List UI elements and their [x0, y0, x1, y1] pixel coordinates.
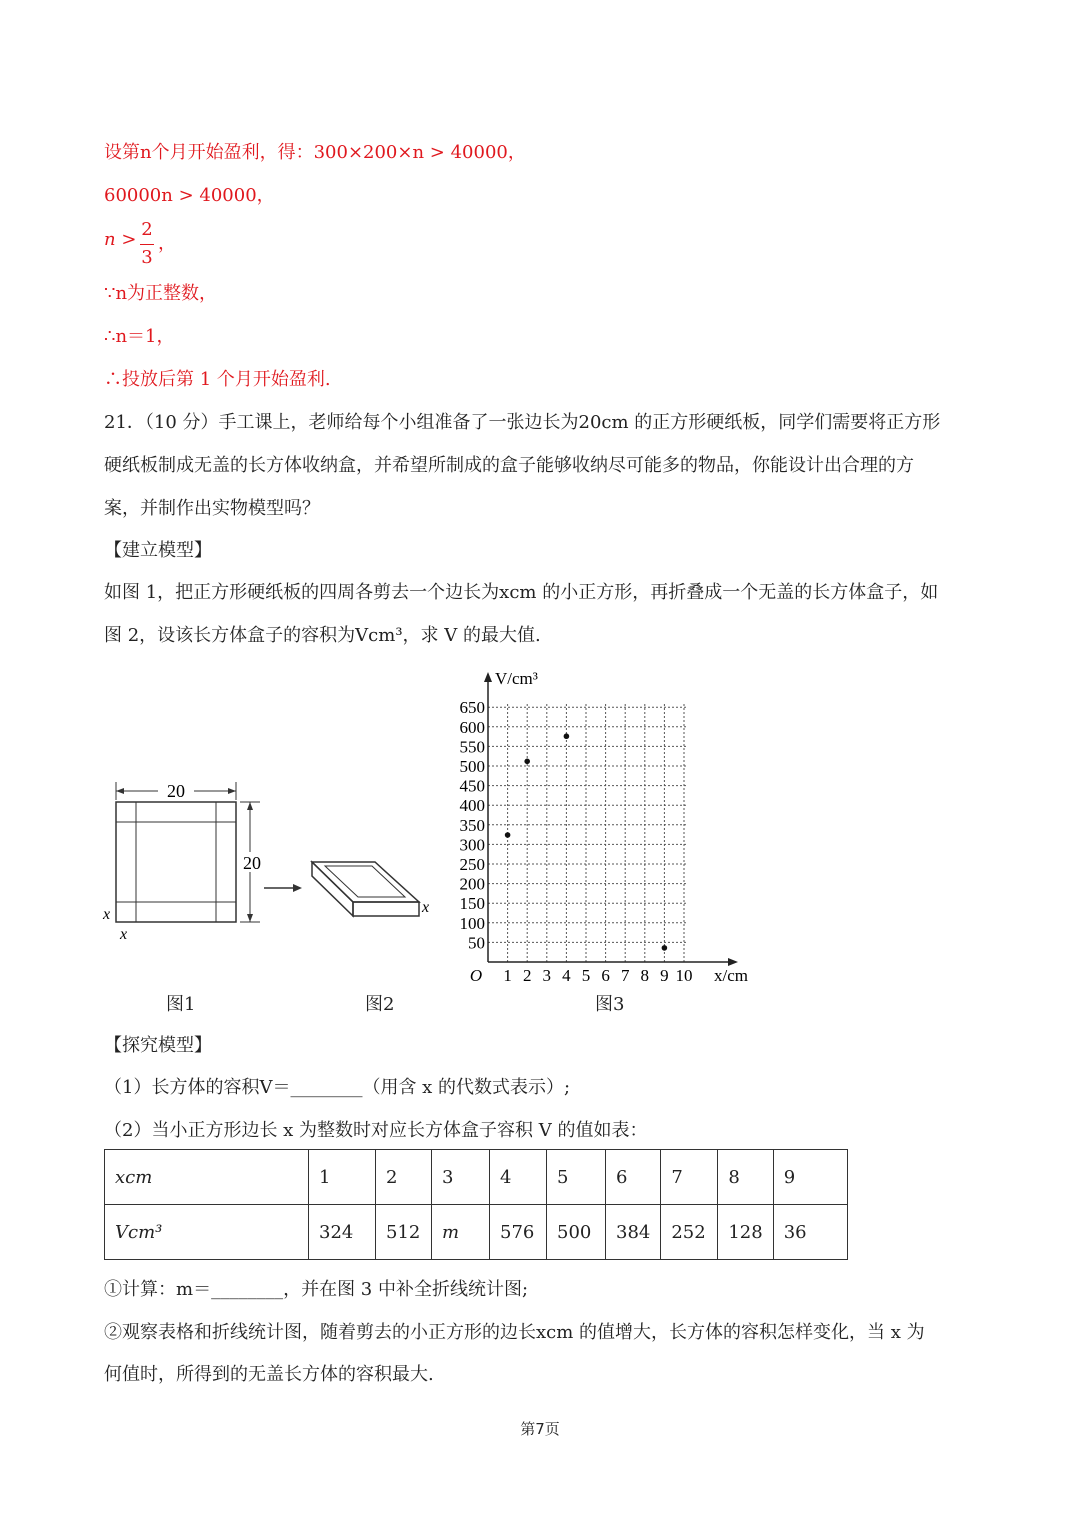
table-header-cell: xcm: [105, 1150, 309, 1205]
table-cell: 9: [773, 1150, 847, 1205]
table-cell: 3: [432, 1150, 490, 1205]
figure-3-chart: [440, 662, 770, 992]
question-text-5: 图 2，设该长方体盒子的容积为Vcm³，求 V 的最大值.: [104, 625, 541, 646]
solution-line-5: ∴n＝1，: [104, 326, 175, 347]
y-axis-label: V/cm³: [495, 669, 538, 688]
x-axis-label: x/cm: [714, 966, 748, 985]
board-outline: [116, 802, 236, 922]
subquestion-2: （2）当小正方形边长 x 为整数时对应长方体盒子容积 V 的值如表：: [104, 1120, 648, 1141]
value-table: [104, 1149, 848, 1260]
data-point: [564, 733, 570, 739]
subquestion-2-2-cont: 何值时，所得到的无盖长方体的容积最大.: [104, 1364, 434, 1385]
x-tick-label: 7: [620, 966, 630, 985]
x-tick-label: 1: [503, 966, 512, 985]
figure-3-caption: 图3: [595, 994, 625, 1015]
x-tick-label: 2: [522, 966, 532, 985]
y-tick-label: 550: [459, 737, 485, 757]
x-tick-label: 6: [601, 966, 610, 985]
table-row: [105, 1150, 848, 1205]
solution-line-4: ∵n为正整数，: [104, 283, 218, 304]
question-text-3: 案，并制作出实物模型吗？: [104, 498, 320, 519]
box-height-x-label: x: [422, 899, 430, 916]
y-tick-label: 500: [459, 757, 485, 776]
figure-1-square-board: [100, 770, 290, 950]
table-cell: 8: [718, 1150, 773, 1205]
table-cell: 384: [606, 1205, 661, 1260]
y-tick-label: 150: [459, 894, 485, 914]
y-tick-label: 200: [459, 874, 485, 894]
table-cell: 4: [490, 1150, 547, 1205]
table-cell: 252: [661, 1205, 718, 1260]
cut-x-label-bottom: x: [120, 926, 128, 943]
board-height-label: 20: [243, 853, 261, 873]
x-tick-label: 9: [660, 966, 669, 985]
table-cell: m: [432, 1205, 490, 1260]
cut-x-label-left: x: [103, 906, 111, 923]
table-row: [105, 1205, 848, 1260]
y-tick-label: 350: [459, 815, 485, 835]
table-cell: 36: [773, 1205, 847, 1260]
arrow-icon: [262, 878, 306, 898]
table-cell: 1: [309, 1150, 376, 1205]
solution-line-3-tail: ，: [158, 233, 176, 254]
subquestion-2-1: ①计算：m＝________，并在图 3 中补全折线统计图;: [104, 1279, 529, 1300]
solution-line-2: 60000n > 40000，: [104, 185, 275, 206]
fraction-denominator: 3: [141, 247, 153, 268]
fraction-bar: [140, 244, 154, 245]
table-cell: 7: [661, 1150, 718, 1205]
table-cell: 324: [309, 1205, 376, 1260]
table-cell: 128: [718, 1205, 773, 1260]
table-cell: 5: [547, 1150, 606, 1205]
subquestion-2-2: ②观察表格和折线统计图，随着剪去的小正方形的边长xcm 的值增大，长方体的容积怎样变化，当 x 为: [104, 1322, 925, 1343]
question-text-4: 如图 1，把正方形硬纸板的四周各剪去一个边长为xcm 的小正方形，再折叠成一个无盖的长方体盒子，如: [104, 582, 939, 603]
x-tick-label: 10: [675, 966, 693, 985]
question-text-1: 21．（10 分）手工课上，老师给每个小组准备了一张边长为20cm 的正方形硬纸板，同学们需要将正方形: [104, 412, 941, 433]
table-cell: 6: [606, 1150, 661, 1205]
section-heading-explore-model: 【探究模型】: [104, 1035, 212, 1056]
solution-line-3-lhs: n >: [104, 229, 137, 250]
y-tick-label: 450: [459, 776, 485, 796]
page-number: 第7页: [520, 1420, 560, 1438]
y-tick-label: 100: [459, 913, 485, 933]
figure-1-caption: 图1: [166, 994, 196, 1015]
origin-label: O: [469, 966, 483, 985]
board-width-label: 20: [167, 781, 185, 801]
table-cell: 500: [547, 1205, 606, 1260]
y-tick-label: 650: [459, 698, 485, 718]
y-tick-label: 300: [459, 835, 485, 855]
fraction-numerator: 2: [141, 219, 153, 240]
y-tick-label: 50: [468, 933, 485, 953]
y-tick-label: 600: [459, 717, 485, 737]
table-cell: 512: [376, 1205, 432, 1260]
x-tick-label: 3: [542, 966, 552, 985]
section-heading-build-model: 【建立模型】: [104, 540, 212, 561]
solution-line-1: 设第n个月开始盈利，得：300×200×n > 40000，: [104, 142, 526, 163]
table-cell: 576: [490, 1205, 547, 1260]
x-tick-label: 5: [581, 966, 591, 985]
table-cell: 2: [376, 1150, 432, 1205]
question-text-2: 硬纸板制成无盖的长方体收纳盒，并希望所制成的盒子能够收纳尽可能多的物品，你能设计出合理的方: [104, 455, 914, 476]
x-axis-arrow-icon: [728, 958, 738, 966]
x-tick-label: 4: [562, 966, 571, 985]
subquestion-1: （1）长方体的容积V＝________（用含 x 的代数式表示）;: [104, 1077, 571, 1098]
y-tick-label: 400: [459, 796, 485, 816]
y-tick-label: 250: [459, 855, 485, 874]
figure-2-open-box: [305, 852, 440, 922]
data-point: [505, 832, 511, 838]
figure-2-caption: 图2: [365, 994, 395, 1015]
solution-line-6: ∴投放后第 1 个月开始盈利.: [104, 369, 331, 390]
table-header-cell: Vcm³: [105, 1205, 309, 1260]
x-tick-label: 8: [640, 966, 650, 985]
y-axis-arrow-icon: [484, 672, 492, 682]
data-point: [662, 945, 668, 951]
data-point: [524, 758, 530, 764]
